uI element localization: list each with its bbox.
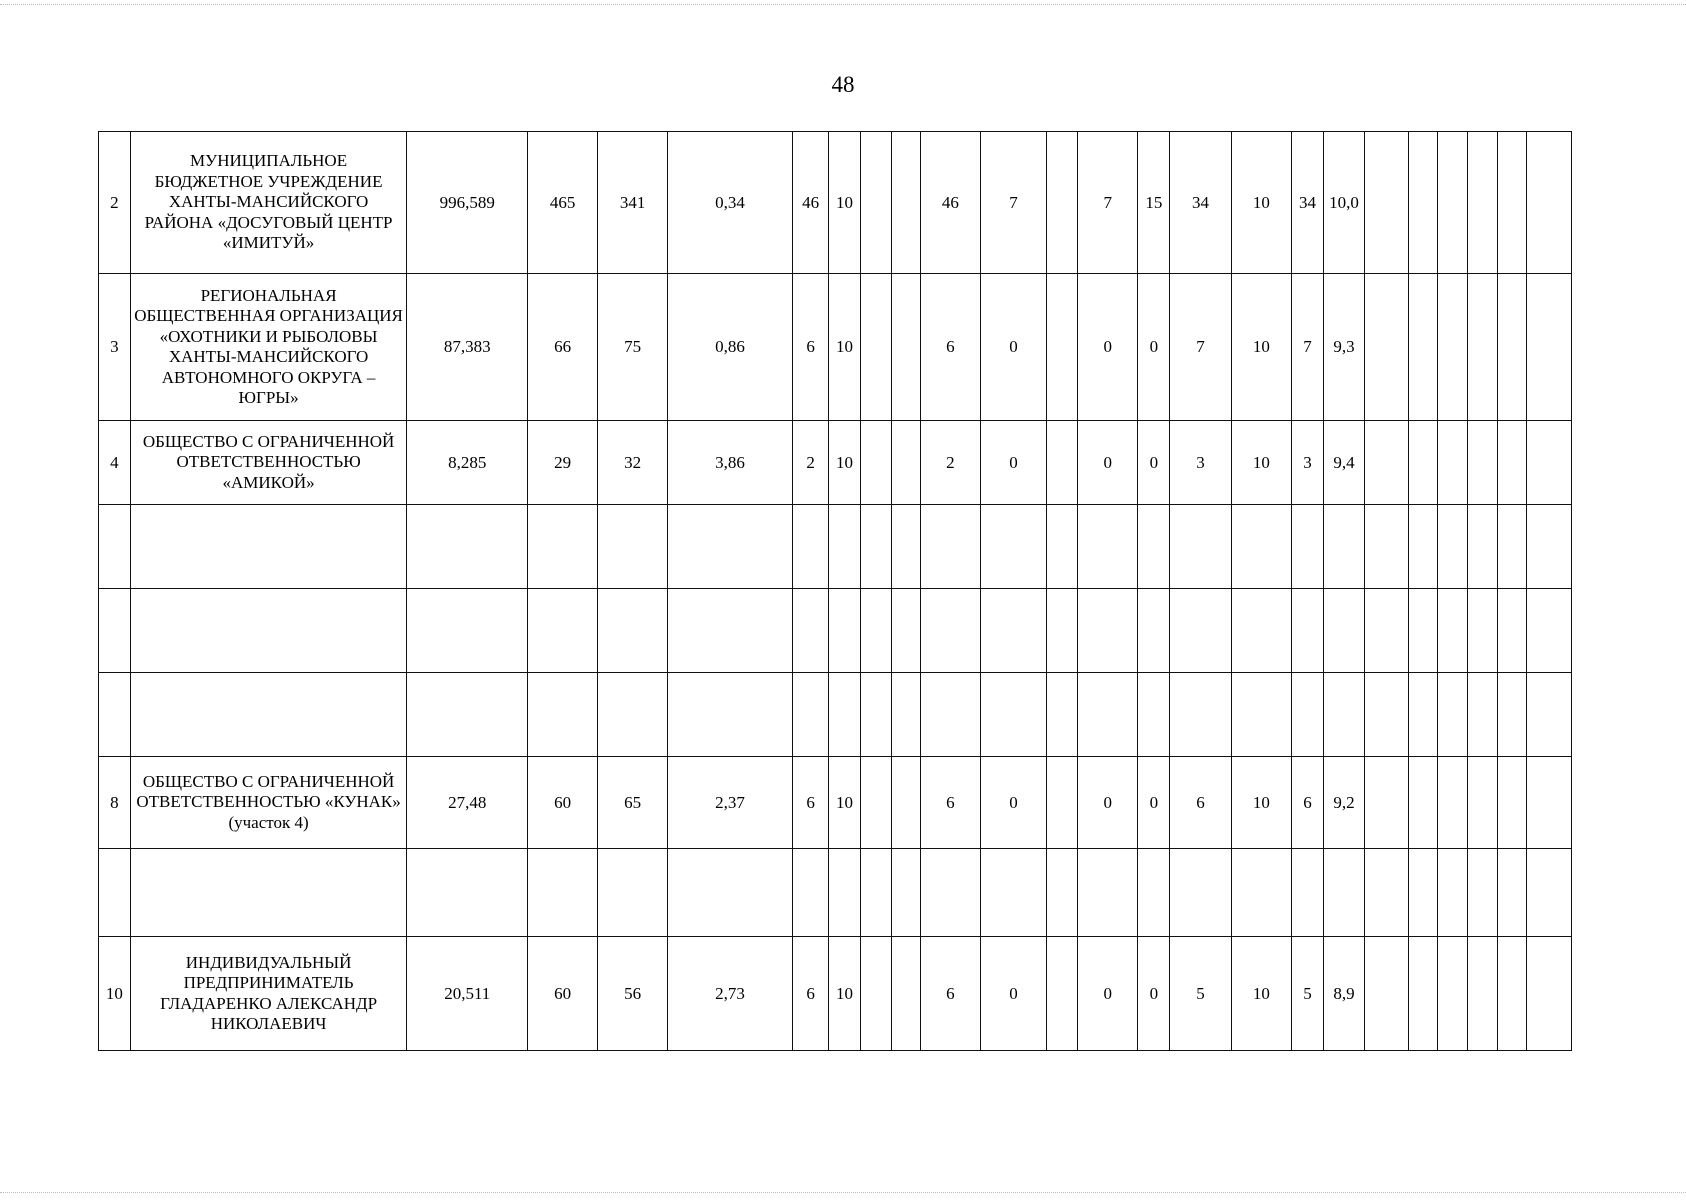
value-cell <box>1438 757 1468 849</box>
value-cell <box>860 274 891 421</box>
table-row <box>99 421 1572 505</box>
value-cell: 3 <box>1292 421 1324 505</box>
value-cell <box>1323 673 1364 757</box>
value-cell <box>1467 505 1497 589</box>
table-row <box>99 849 1572 937</box>
value-cell <box>1408 757 1438 849</box>
table-row <box>99 505 1572 589</box>
value-cell: 10 <box>829 757 861 849</box>
value-cell: 32 <box>598 421 668 505</box>
value-cell <box>1365 132 1408 274</box>
value-cell: 10 <box>1231 132 1291 274</box>
organization-name-cell: ОБЩЕСТВО С ОГРАНИЧЕННОЙ ОТВЕТСТВЕННОСТЬЮ «АМИКОЙ» <box>130 421 407 505</box>
value-cell <box>1467 849 1497 937</box>
row-number-cell: 4 <box>99 421 131 505</box>
table-row <box>99 132 1572 274</box>
value-cell <box>1231 589 1291 673</box>
value-cell <box>1365 274 1408 421</box>
value-cell: 0 <box>980 421 1047 505</box>
value-cell <box>1408 937 1438 1051</box>
value-cell: 9,3 <box>1323 274 1364 421</box>
table-row <box>99 673 1572 757</box>
value-cell <box>1467 589 1497 673</box>
value-cell <box>528 589 598 673</box>
value-cell <box>860 757 891 849</box>
value-cell <box>1438 937 1468 1051</box>
value-cell <box>891 132 921 274</box>
value-cell <box>860 421 891 505</box>
value-cell: 6 <box>921 274 980 421</box>
value-cell <box>829 673 861 757</box>
value-cell <box>1467 132 1497 274</box>
value-cell: 0 <box>980 757 1047 849</box>
organization-name-cell <box>130 849 407 937</box>
value-cell <box>1047 505 1078 589</box>
value-cell: 0 <box>1138 421 1170 505</box>
value-cell: 56 <box>598 937 668 1051</box>
value-cell <box>891 673 921 757</box>
value-cell: 0 <box>1078 757 1138 849</box>
value-cell <box>1365 505 1408 589</box>
value-cell <box>829 589 861 673</box>
value-cell: 9,4 <box>1323 421 1364 505</box>
row-number-cell <box>99 673 131 757</box>
row-number-cell: 2 <box>99 132 131 274</box>
value-cell <box>1047 673 1078 757</box>
value-cell <box>1365 673 1408 757</box>
value-cell <box>1438 849 1468 937</box>
value-cell <box>1438 505 1468 589</box>
row-number-cell <box>99 849 131 937</box>
value-cell: 34 <box>1292 132 1324 274</box>
value-cell: 465 <box>528 132 598 274</box>
value-cell <box>1323 505 1364 589</box>
value-cell <box>980 673 1047 757</box>
value-cell <box>1527 132 1572 274</box>
value-cell <box>793 673 829 757</box>
table-row <box>99 757 1572 849</box>
value-cell: 0,34 <box>668 132 793 274</box>
value-cell: 10 <box>1231 757 1291 849</box>
value-cell <box>1138 505 1170 589</box>
value-cell: 0 <box>1138 274 1170 421</box>
table-row <box>99 274 1572 421</box>
value-cell <box>1527 505 1572 589</box>
value-cell: 10 <box>829 421 861 505</box>
value-cell: 87,383 <box>407 274 528 421</box>
value-cell <box>860 673 891 757</box>
value-cell <box>1497 274 1527 421</box>
value-cell <box>1408 849 1438 937</box>
value-cell: 0 <box>980 937 1047 1051</box>
value-cell: 75 <box>598 274 668 421</box>
value-cell <box>1497 505 1527 589</box>
value-cell <box>891 849 921 937</box>
organization-name-cell <box>130 673 407 757</box>
value-cell: 10 <box>1231 937 1291 1051</box>
value-cell <box>1408 132 1438 274</box>
value-cell: 46 <box>921 132 980 274</box>
value-cell: 0 <box>1078 421 1138 505</box>
value-cell: 5 <box>1292 937 1324 1051</box>
value-cell: 7 <box>1292 274 1324 421</box>
value-cell <box>891 274 921 421</box>
value-cell: 10 <box>829 274 861 421</box>
value-cell <box>1527 589 1572 673</box>
value-cell: 5 <box>1170 937 1231 1051</box>
value-cell <box>1365 421 1408 505</box>
value-cell <box>1467 937 1497 1051</box>
value-cell <box>1467 274 1497 421</box>
value-cell <box>980 589 1047 673</box>
value-cell <box>1527 421 1572 505</box>
value-cell <box>1138 673 1170 757</box>
value-cell: 10 <box>1231 274 1291 421</box>
value-cell <box>407 589 528 673</box>
value-cell <box>1231 849 1291 937</box>
value-cell <box>1047 849 1078 937</box>
value-cell <box>1497 849 1527 937</box>
value-cell: 60 <box>528 757 598 849</box>
value-cell: 0 <box>1138 937 1170 1051</box>
value-cell <box>1078 849 1138 937</box>
value-cell: 7 <box>980 132 1047 274</box>
table-row <box>99 589 1572 673</box>
row-number-cell <box>99 589 131 673</box>
value-cell <box>921 673 980 757</box>
value-cell <box>668 589 793 673</box>
value-cell <box>1170 849 1231 937</box>
value-cell <box>1138 849 1170 937</box>
value-cell <box>921 505 980 589</box>
value-cell <box>1438 421 1468 505</box>
value-cell: 10 <box>1231 421 1291 505</box>
value-cell <box>1408 673 1438 757</box>
value-cell <box>1365 849 1408 937</box>
value-cell <box>1138 589 1170 673</box>
value-cell: 6 <box>1170 757 1231 849</box>
value-cell: 6 <box>921 757 980 849</box>
value-cell: 3,86 <box>668 421 793 505</box>
value-cell <box>1497 589 1527 673</box>
data-table <box>98 131 1572 1051</box>
scan-edge-bottom <box>0 1192 1686 1194</box>
value-cell <box>1047 589 1078 673</box>
value-cell <box>668 849 793 937</box>
organization-name-cell: РЕГИОНАЛЬНАЯ ОБЩЕСТВЕННАЯ ОРГАНИЗАЦИЯ «ОХОТНИКИ И РЫБОЛОВЫ ХАНТЫ-МАНСИЙСКОГО АВТОНОМНОГО ОКРУГА – ЮГРЫ» <box>130 274 407 421</box>
value-cell: 2,37 <box>668 757 793 849</box>
value-cell <box>407 849 528 937</box>
value-cell <box>528 673 598 757</box>
value-cell <box>598 505 668 589</box>
organization-name-cell <box>130 589 407 673</box>
value-cell: 6 <box>793 937 829 1051</box>
value-cell <box>1438 132 1468 274</box>
value-cell: 34 <box>1170 132 1231 274</box>
value-cell: 996,589 <box>407 132 528 274</box>
value-cell <box>1467 421 1497 505</box>
value-cell <box>1408 589 1438 673</box>
value-cell <box>793 505 829 589</box>
value-cell <box>1438 589 1468 673</box>
row-number-cell: 10 <box>99 937 131 1051</box>
value-cell: 8,285 <box>407 421 528 505</box>
value-cell <box>829 505 861 589</box>
value-cell <box>1292 673 1324 757</box>
value-cell <box>1078 673 1138 757</box>
value-cell <box>1467 757 1497 849</box>
value-cell: 10 <box>829 937 861 1051</box>
value-cell <box>1047 274 1078 421</box>
value-cell <box>1408 421 1438 505</box>
value-cell: 29 <box>528 421 598 505</box>
value-cell <box>891 589 921 673</box>
value-cell <box>1170 505 1231 589</box>
organization-name-cell: МУНИЦИПАЛЬНОЕ БЮДЖЕТНОЕ УЧРЕЖДЕНИЕ ХАНТЫ-МАНСИЙСКОГО РАЙОНА «ДОСУГОВЫЙ ЦЕНТР «ИМИТУЙ» <box>130 132 407 274</box>
value-cell <box>528 505 598 589</box>
value-cell: 341 <box>598 132 668 274</box>
value-cell: 0 <box>1078 274 1138 421</box>
value-cell: 27,48 <box>407 757 528 849</box>
value-cell: 0 <box>1078 937 1138 1051</box>
value-cell <box>407 673 528 757</box>
value-cell <box>1047 757 1078 849</box>
value-cell <box>1408 274 1438 421</box>
value-cell <box>891 505 921 589</box>
value-cell <box>921 589 980 673</box>
value-cell <box>407 505 528 589</box>
value-cell <box>980 505 1047 589</box>
value-cell: 0,86 <box>668 274 793 421</box>
value-cell: 65 <box>598 757 668 849</box>
value-cell <box>1292 849 1324 937</box>
organization-name-cell: ОБЩЕСТВО С ОГРАНИЧЕННОЙ ОТВЕТСТВЕННОСТЬЮ «КУНАК» (участок 4) <box>130 757 407 849</box>
table-row <box>99 937 1572 1051</box>
value-cell <box>1527 937 1572 1051</box>
value-cell: 0 <box>980 274 1047 421</box>
value-cell: 2,73 <box>668 937 793 1051</box>
value-cell <box>793 589 829 673</box>
value-cell <box>528 849 598 937</box>
value-cell <box>860 937 891 1051</box>
value-cell <box>891 937 921 1051</box>
value-cell <box>1078 589 1138 673</box>
value-cell: 46 <box>793 132 829 274</box>
value-cell <box>1497 132 1527 274</box>
value-cell <box>891 757 921 849</box>
value-cell <box>1231 673 1291 757</box>
value-cell: 10,0 <box>1323 132 1364 274</box>
value-cell <box>1438 673 1468 757</box>
value-cell: 8,9 <box>1323 937 1364 1051</box>
organization-name-cell <box>130 505 407 589</box>
value-cell: 15 <box>1138 132 1170 274</box>
value-cell <box>1047 937 1078 1051</box>
organization-name-cell: ИНДИВИДУАЛЬНЫЙ ПРЕДПРИНИМАТЕЛЬ ГЛАДАРЕНКО АЛЕКСАНДР НИКОЛАЕВИЧ <box>130 937 407 1051</box>
value-cell <box>860 132 891 274</box>
value-cell <box>1365 589 1408 673</box>
value-cell <box>1047 421 1078 505</box>
value-cell <box>921 849 980 937</box>
value-cell: 2 <box>921 421 980 505</box>
value-cell: 6 <box>793 757 829 849</box>
page-number: 48 <box>831 72 855 97</box>
value-cell <box>1527 673 1572 757</box>
value-cell <box>793 849 829 937</box>
value-cell <box>1078 505 1138 589</box>
value-cell: 6 <box>793 274 829 421</box>
value-cell: 7 <box>1078 132 1138 274</box>
value-cell <box>1365 757 1408 849</box>
value-cell: 2 <box>793 421 829 505</box>
value-cell: 6 <box>921 937 980 1051</box>
value-cell <box>1527 274 1572 421</box>
value-cell <box>1292 589 1324 673</box>
row-number-cell: 3 <box>99 274 131 421</box>
value-cell: 6 <box>1292 757 1324 849</box>
value-cell <box>1323 589 1364 673</box>
value-cell: 9,2 <box>1323 757 1364 849</box>
value-cell <box>1170 589 1231 673</box>
value-cell <box>1231 505 1291 589</box>
value-cell <box>1365 937 1408 1051</box>
value-cell: 10 <box>829 132 861 274</box>
value-cell <box>891 421 921 505</box>
value-cell <box>1497 673 1527 757</box>
value-cell: 0 <box>1138 757 1170 849</box>
value-cell <box>1467 673 1497 757</box>
value-cell <box>598 849 668 937</box>
value-cell <box>860 589 891 673</box>
value-cell: 20,511 <box>407 937 528 1051</box>
value-cell <box>598 673 668 757</box>
value-cell <box>1438 274 1468 421</box>
row-number-cell <box>99 505 131 589</box>
scan-edge-top <box>0 4 1686 6</box>
value-cell <box>1047 132 1078 274</box>
value-cell <box>1497 421 1527 505</box>
value-cell: 3 <box>1170 421 1231 505</box>
value-cell: 66 <box>528 274 598 421</box>
value-cell <box>598 589 668 673</box>
value-cell: 60 <box>528 937 598 1051</box>
value-cell <box>1527 757 1572 849</box>
value-cell <box>829 849 861 937</box>
value-cell: 7 <box>1170 274 1231 421</box>
value-cell <box>668 505 793 589</box>
value-cell <box>668 673 793 757</box>
value-cell <box>860 505 891 589</box>
value-cell <box>860 849 891 937</box>
value-cell <box>1170 673 1231 757</box>
value-cell <box>980 849 1047 937</box>
value-cell <box>1323 849 1364 937</box>
value-cell <box>1292 505 1324 589</box>
value-cell <box>1497 757 1527 849</box>
value-cell <box>1497 937 1527 1051</box>
value-cell <box>1527 849 1572 937</box>
row-number-cell: 8 <box>99 757 131 849</box>
value-cell <box>1408 505 1438 589</box>
